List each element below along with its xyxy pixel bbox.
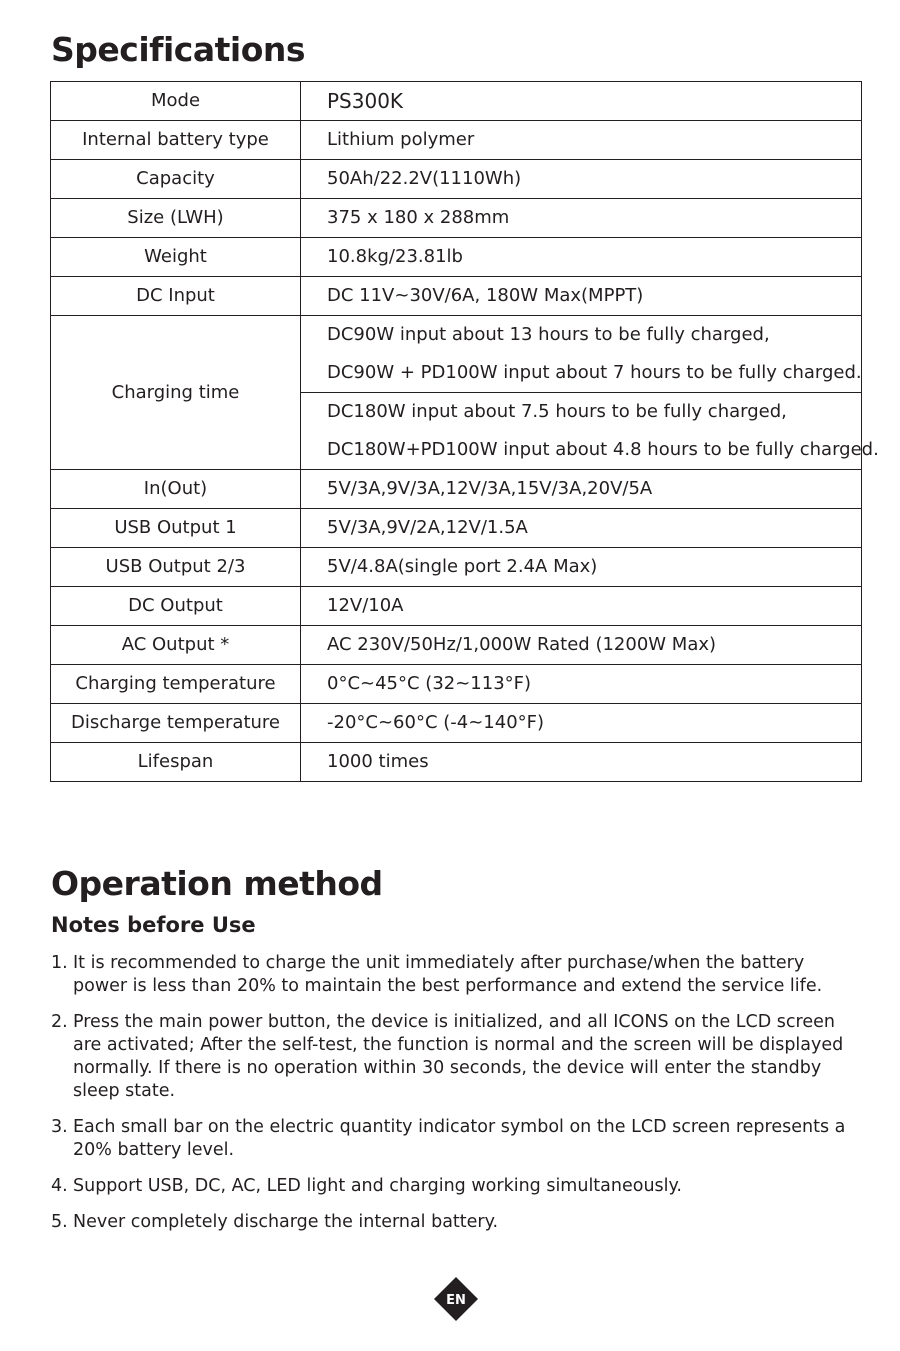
- spec-label: Lifespan: [51, 743, 301, 782]
- note-text: It is recommended to charge the unit immediately after purchase/when the battery power is less than 20% to maintain the best performance and extend the service life.: [73, 953, 823, 996]
- note-number: 3.: [51, 1117, 68, 1137]
- list-item: [51, 1175, 861, 1198]
- spec-value: 1000 times: [301, 743, 862, 782]
- charging-line: DC180W input about 7.5 hours to be fully charged,: [301, 392, 861, 431]
- spec-value: 0°C~45°C (32~113°F): [301, 665, 862, 704]
- table-row: [51, 470, 862, 509]
- charging-line: DC90W + PD100W input about 7 hours to be fully charged.: [327, 362, 862, 383]
- table-row: [51, 665, 862, 704]
- spec-label: Capacity: [51, 160, 301, 199]
- spec-label: DC Output: [51, 587, 301, 626]
- specifications-table: [50, 81, 879, 782]
- spec-label: Internal battery type: [51, 121, 301, 160]
- charging-time-values: [301, 316, 879, 470]
- spec-label: In(Out): [51, 470, 301, 509]
- spec-value: AC 230V/50Hz/1,000W Rated (1200W Max): [301, 626, 862, 665]
- spec-label: USB Output 1: [51, 509, 301, 548]
- table-row: [51, 238, 862, 277]
- charging-line: DC180W+PD100W input about 4.8 hours to be fully charged.: [327, 439, 879, 460]
- table-row: [51, 743, 862, 782]
- spec-value: 5V/4.8A(single port 2.4A Max): [301, 548, 862, 587]
- specifications-title: Specifications: [51, 30, 306, 69]
- list-item: [51, 1011, 861, 1103]
- spec-label: USB Output 2/3: [51, 548, 301, 587]
- charging-line: DC90W input about 13 hours to be fully charged,: [327, 324, 770, 345]
- table-row: [51, 704, 862, 743]
- spec-value: 50Ah/22.2V(1110Wh): [301, 160, 862, 199]
- spec-label: Size (LWH): [51, 199, 301, 238]
- spec-value: 5V/3A,9V/3A,12V/3A,15V/3A,20V/5A: [301, 470, 862, 509]
- badge-label: EN: [446, 1293, 466, 1308]
- spec-value: 12V/10A: [301, 587, 862, 626]
- spec-label: Mode: [51, 82, 301, 121]
- spec-value: DC 11V~30V/6A, 180W Max(MPPT): [301, 277, 862, 316]
- table-row: [51, 121, 862, 160]
- table-row: [51, 509, 862, 548]
- notes-list: [51, 952, 861, 1247]
- spec-label: AC Output *: [51, 626, 301, 665]
- spec-label: DC Input: [51, 277, 301, 316]
- note-number: 4.: [51, 1176, 68, 1196]
- spec-label: Charging temperature: [51, 665, 301, 704]
- spec-value: 375 x 180 x 288mm: [301, 199, 862, 238]
- spec-label: Discharge temperature: [51, 704, 301, 743]
- spec-value: Lithium polymer: [301, 121, 862, 160]
- table-row: [51, 199, 862, 238]
- note-text: Each small bar on the electric quantity indicator symbol on the LCD screen represents a 20% battery level.: [73, 1117, 846, 1160]
- spec-value: 10.8kg/23.81lb: [301, 238, 862, 277]
- note-number: 1.: [51, 953, 68, 973]
- list-item: [51, 1211, 861, 1234]
- note-text: Press the main power button, the device is initialized, and all ICONS on the LCD screen are activated; After the self-test, the function is normal and the screen will be displayed normally. If there is no operation within 30 seconds, the device will enter the standby sleep state.: [73, 1012, 844, 1101]
- operation-method-title: Operation method: [51, 864, 383, 903]
- spec-value: -20°C~60°C (-4~140°F): [301, 704, 862, 743]
- spec-label: Charging time: [51, 316, 301, 470]
- table-row: [51, 548, 862, 587]
- note-number: 5.: [51, 1212, 68, 1232]
- table-row: [51, 160, 862, 199]
- note-text: Never completely discharge the internal battery.: [73, 1212, 499, 1232]
- table-row: [51, 277, 862, 316]
- note-number: 2.: [51, 1012, 68, 1032]
- language-badge-icon: [433, 1276, 479, 1322]
- list-item: [51, 1116, 861, 1162]
- spec-label: Weight: [51, 238, 301, 277]
- note-text: Support USB, DC, AC, LED light and charging working simultaneously.: [73, 1176, 682, 1196]
- table-row-charging-time: [51, 316, 862, 470]
- notes-subtitle: Notes before Use: [51, 913, 256, 937]
- spec-value: PS300K: [301, 82, 862, 121]
- spec-value: 5V/3A,9V/2A,12V/1.5A: [301, 509, 862, 548]
- table-row: [51, 626, 862, 665]
- table-row: [51, 82, 862, 121]
- table-row: [51, 587, 862, 626]
- list-item: [51, 952, 861, 998]
